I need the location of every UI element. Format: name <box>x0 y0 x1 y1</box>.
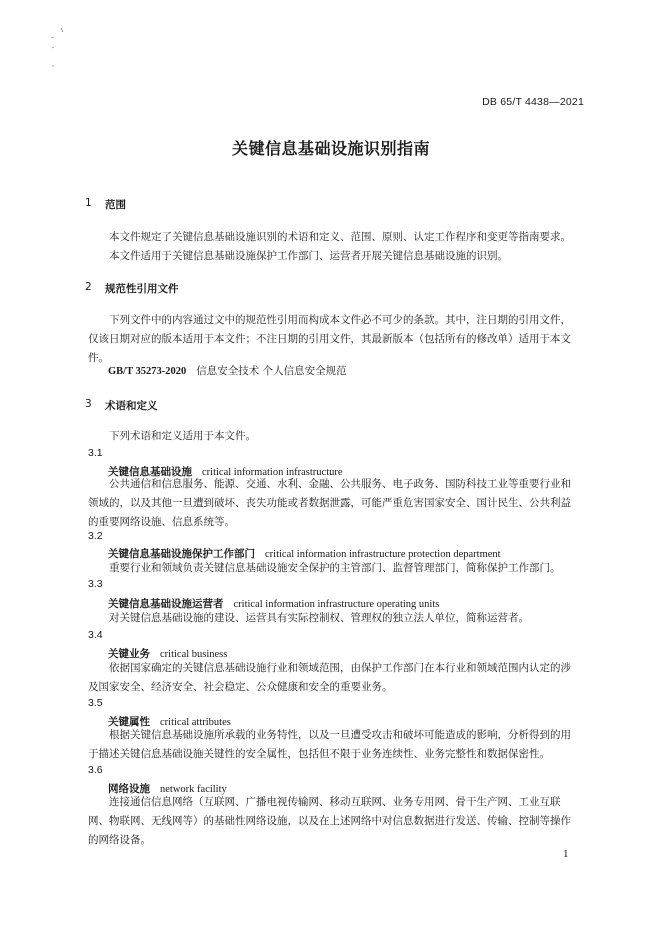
section-3-title: 术语和定义 <box>105 400 158 412</box>
term-number: 3.3 <box>88 578 103 590</box>
term-name-zh: 关键业务 <box>108 648 150 660</box>
term-number: 3.6 <box>88 764 103 776</box>
term-name-en: critical information infrastructure protection department <box>265 549 501 560</box>
page-number: 1 <box>563 848 569 860</box>
term-name-en: critical attributes <box>160 717 231 728</box>
term-name-zh: 关键信息基础设施运营者 <box>108 598 224 610</box>
term-name-zh: 关键信息基础设施 <box>108 466 192 478</box>
scan-mark-icon <box>48 26 72 76</box>
reference-title: 信息安全技术 个人信息安全规范 <box>196 365 347 377</box>
term-number: 3.4 <box>88 629 103 641</box>
term-definition: 重要行业和领域负责关键信息基础设施安全保护的主管部门、监督管理部门，简称保护工作部门。 <box>109 562 561 574</box>
term-definition: 根据关键信息基础设施所承载的业务特性，以及一旦遭受攻击和破坏可能造成的影响，分析得到的用于描述关键信息基础设施关键性的安全属性，包括但不限于业务连续性、业务完整性和数据保密性。 <box>88 729 571 760</box>
normative-reference <box>108 363 347 378</box>
section-1-paragraph: 本文件适用于关键信息基础设施保护工作部门、运营者开展关键信息基础设施的识别。 <box>109 250 508 262</box>
term-definition: 对关键信息基础设施的建设、运营具有实际控制权、管理权的独立法人单位，简称运营者。 <box>109 612 529 624</box>
term-number: 3.1 <box>88 447 103 459</box>
term-name-zh: 关键属性 <box>108 716 150 728</box>
standard-code: DB 65/T 4438—2021 <box>482 96 584 108</box>
section-1-number: 1 <box>85 197 92 209</box>
term-definition: 连接通信信息网络（互联网、广播电视传输网、移动互联网、业务专用网、骨干生产网、工业互联网、物联网、无线网等）的基础性网络设施，以及在上述网络中对信息数据进行发送、传输、控制等操作的网络设备。 <box>88 796 571 846</box>
section-2-number: 2 <box>85 281 92 293</box>
reference-code: GB/T 35273-2020 <box>108 366 187 377</box>
term-name-en: critical information infrastructure <box>202 467 343 478</box>
section-2-paragraph: 下列文件中的内容通过文中的规范性引用而构成本文件必不可少的条款。其中，注日期的引用文件，仅该日期对应的版本适用于本文件；不注日期的引用文件，其最新版本（包括所有的修改单）适用于本文件。 <box>88 314 571 364</box>
section-1-paragraph: 本文件规定了关键信息基础设施识别的术语和定义、范围、原则、认定工作程序和变更等指南要求。 <box>109 231 571 243</box>
section-3-number: 3 <box>85 398 92 410</box>
section-1-title: 范围 <box>105 199 126 211</box>
term-number: 3.2 <box>88 530 103 542</box>
document-title: 关键信息基础设施识别指南 <box>231 139 430 158</box>
term-name-zh: 关键信息基础设施保护工作部门 <box>108 548 255 560</box>
section-2-title: 规范性引用文件 <box>105 283 179 295</box>
term-name-en: network facility <box>160 784 227 795</box>
term-number: 3.5 <box>88 697 103 709</box>
term-name-en: critical business <box>160 649 228 660</box>
term-name-zh: 网络设施 <box>108 783 150 795</box>
term-name-en: critical information infrastructure operating units <box>233 599 440 610</box>
term-definition: 依据国家确定的关键信息基础设施行业和领域范围，由保护工作部门在本行业和领域范围内认定的涉及国家安全、经济安全、社会稳定、公众健康和安全的重要业务。 <box>88 662 571 693</box>
section-3-intro: 下列术语和定义适用于本文件。 <box>109 430 256 442</box>
term-definition: 公共通信和信息服务、能源、交通、水利、金融、公共服务、电子政务、国防科技工业等重要行业和领域的，以及其他一旦遭到破坏、丧失功能或者数据泄露，可能严重危害国家安全、国计民生、公共利益的重要网络设施、信息系统等。 <box>88 478 571 528</box>
